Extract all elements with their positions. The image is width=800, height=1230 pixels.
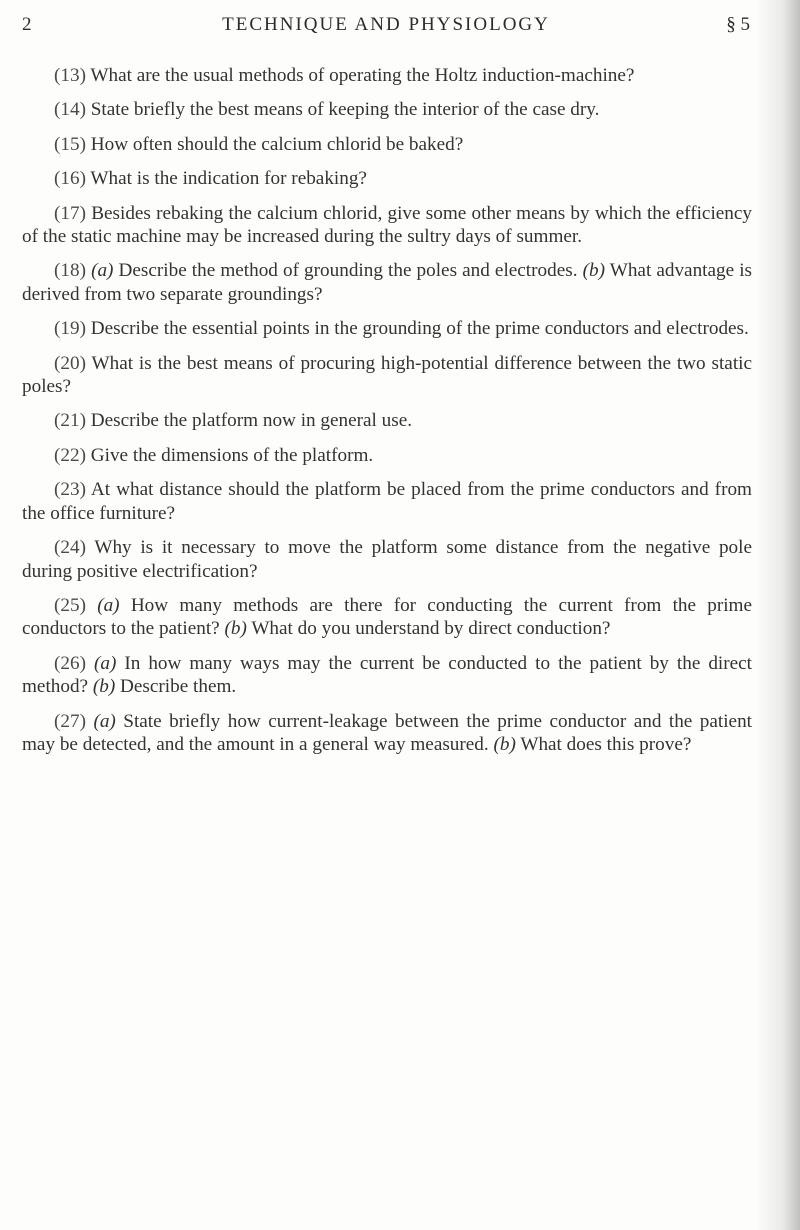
question-text: Describe the method of grounding the poles and electrodes.: [118, 260, 578, 282]
question-text: What is the indication for rebaking?: [90, 168, 367, 190]
question-item: [22, 710, 752, 757]
question-text: Why is it necessary to move the platform some distance from the negative pole during positive electrification?: [22, 537, 752, 582]
question-item: [22, 64, 752, 87]
question-number: (16): [54, 168, 86, 190]
question-number: (19): [54, 318, 86, 340]
question-number: (21): [54, 410, 86, 432]
question-part-label: (a): [93, 710, 116, 732]
question-text: How often should the calcium chlorid be baked?: [90, 133, 464, 155]
question-text: What do you understand by direct conduction?: [251, 618, 611, 640]
question-text: Describe the essential points in the grounding of the prime conductors and electrodes.: [90, 318, 749, 340]
question-item: [22, 352, 752, 399]
question-item: [22, 167, 752, 190]
question-number: (26): [54, 652, 86, 674]
question-text: How many methods are there for conducting the current from the prime conductors to the patient?: [22, 594, 752, 640]
question-text: What is the best means of procuring high-potential difference between the two static poles?: [22, 352, 752, 398]
question-item: [22, 594, 752, 641]
question-item: [22, 409, 752, 432]
page-number: 2: [22, 14, 34, 35]
question-part-label: (b): [92, 676, 116, 698]
question-number: (23): [54, 479, 86, 501]
question-list: [22, 64, 752, 767]
question-number: (17): [54, 202, 86, 224]
question-number: (24): [54, 537, 86, 559]
question-part-label: (b): [582, 260, 605, 282]
question-text: Give the dimensions of the platform.: [90, 444, 374, 466]
question-item: [22, 478, 752, 525]
question-number: (22): [54, 444, 86, 466]
question-item: [22, 259, 752, 306]
question-number: (15): [54, 133, 86, 155]
question-number: (25): [54, 594, 86, 616]
running-title: TECHNIQUE AND PHYSIOLOGY: [222, 14, 550, 35]
question-part-label: (b): [224, 618, 247, 640]
question-item: [22, 652, 752, 699]
question-number: (20): [54, 352, 86, 374]
running-header: [22, 14, 750, 46]
question-text: What are the usual methods of operating the Holtz induction-machine?: [90, 65, 635, 86]
question-text: At what distance should the platform be placed from the prime conductors and from the office furniture?: [22, 479, 752, 524]
question-text: State briefly how current-leakage between the prime conductor and the patient may be detected, and the amount in a general way measured.: [22, 710, 753, 755]
question-part-label: (a): [97, 594, 120, 616]
question-part-label: (a): [91, 260, 114, 282]
question-item: [22, 536, 752, 583]
question-text: What does this prove?: [520, 733, 692, 755]
question-item: [22, 317, 752, 340]
question-item: [22, 202, 752, 249]
question-text: Describe them.: [120, 676, 237, 698]
question-text: Describe the platform now in general use.: [90, 410, 413, 432]
question-text: Besides rebaking the calcium chlorid, give some other means by which the efficiency of the static machine may be increased during the sultry days of summer.: [22, 202, 752, 248]
question-text: What advantage is derived from two separate groundings?: [22, 260, 753, 305]
question-item: [22, 444, 752, 467]
question-text: State briefly the best means of keeping the interior of the case dry.: [90, 99, 600, 121]
question-item: [22, 98, 752, 121]
question-number: (18): [54, 260, 86, 282]
question-text: In how many ways may the current be conducted to the patient by the direct method?: [22, 652, 753, 698]
question-number: (27): [54, 710, 86, 732]
question-item: [22, 133, 752, 156]
page-edge-shadow: [756, 0, 800, 1230]
question-part-label: (b): [493, 733, 516, 755]
section-mark: § 5: [726, 14, 750, 35]
question-part-label: (a): [93, 652, 117, 674]
question-number: (14): [54, 99, 86, 121]
question-number: (13): [54, 65, 86, 86]
